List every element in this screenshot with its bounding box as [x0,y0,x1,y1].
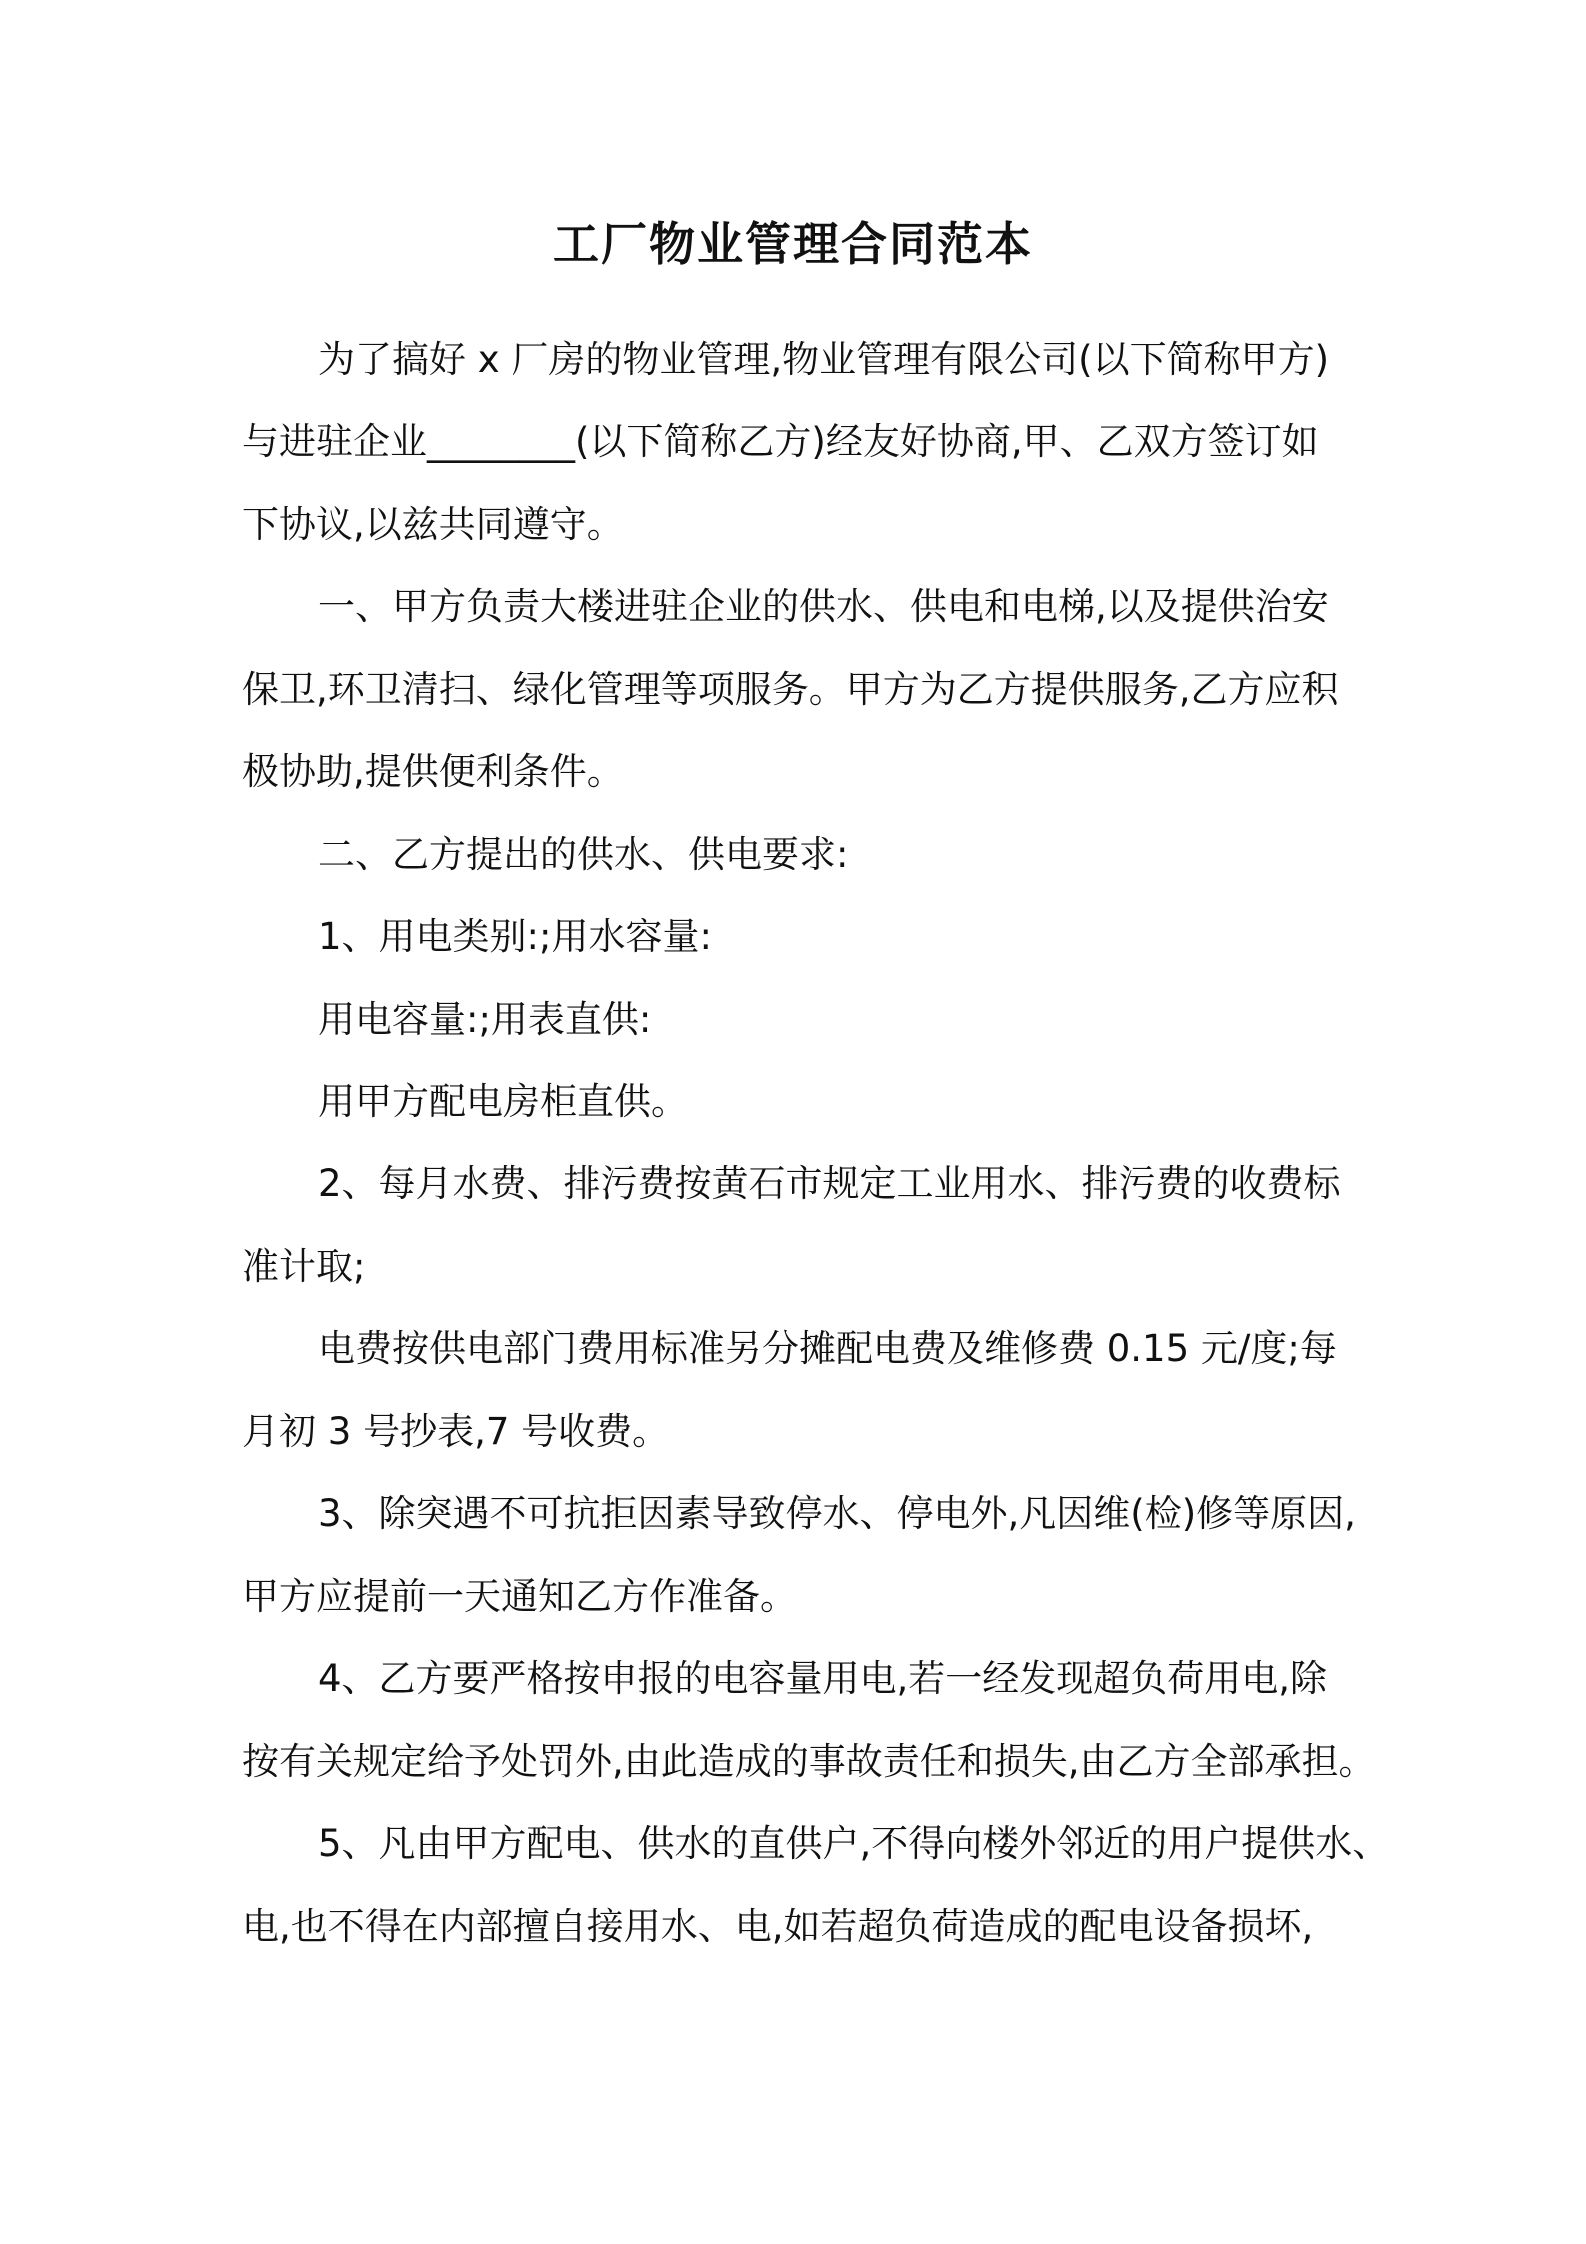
text-line: 准计取; [242,1245,366,1288]
text-line: 3、除突遇不可抗拒因素导致停水、停电外,凡因维(检)修等原因, [318,1492,1356,1535]
text-line: 用电容量:;用表直供: [318,998,652,1041]
text-line: 电费按供电部门费用标准另分摊配电费及维修费 0.15 元/度;每 [318,1327,1337,1370]
document-title: 工厂物业管理合同范本 [553,217,1033,271]
text-line: 月初 3 号抄表,7 号收费。 [242,1410,670,1453]
text-line: 二、乙方提出的供水、供电要求: [318,833,849,876]
text-line: 甲方应提前一天通知乙方作准备。 [242,1575,797,1618]
text-line: 2、每月水费、排污费按黄石市规定工业用水、排污费的收费标 [318,1162,1341,1205]
text-line: 4、乙方要严格按申报的电容量用电,若一经发现超负荷用电,除 [318,1657,1328,1700]
text-line: 用甲方配电房柜直供。 [318,1080,688,1123]
text-line: 与进驻企业________(以下简称乙方)经友好协商,甲、乙双方签订如 [242,420,1319,463]
text-line: 保卫,环卫清扫、绿化管理等项服务。甲方为乙方提供服务,乙方应积 [242,668,1339,711]
text-line: 按有关规定给予处罚外,由此造成的事故责任和损失,由乙方全部承担。 [242,1740,1376,1783]
text-line: 电,也不得在内部擅自接用水、电,如若超负荷造成的配电设备损坏, [242,1905,1314,1948]
text-line: 1、用电类别:;用水容量: [318,915,712,958]
text-line: 5、凡由甲方配电、供水的直供户,不得向楼外邻近的用户提供水、 [318,1822,1390,1865]
text-line: 为了搞好 x 厂房的物业管理,物业管理有限公司(以下简称甲方) [318,338,1330,381]
text-line: 极协助,提供便利条件。 [242,750,624,793]
text-line: 下协议,以兹共同遵守。 [242,503,624,546]
text-line: 一、甲方负责大楼进驻企业的供水、供电和电梯,以及提供治安 [318,585,1329,628]
